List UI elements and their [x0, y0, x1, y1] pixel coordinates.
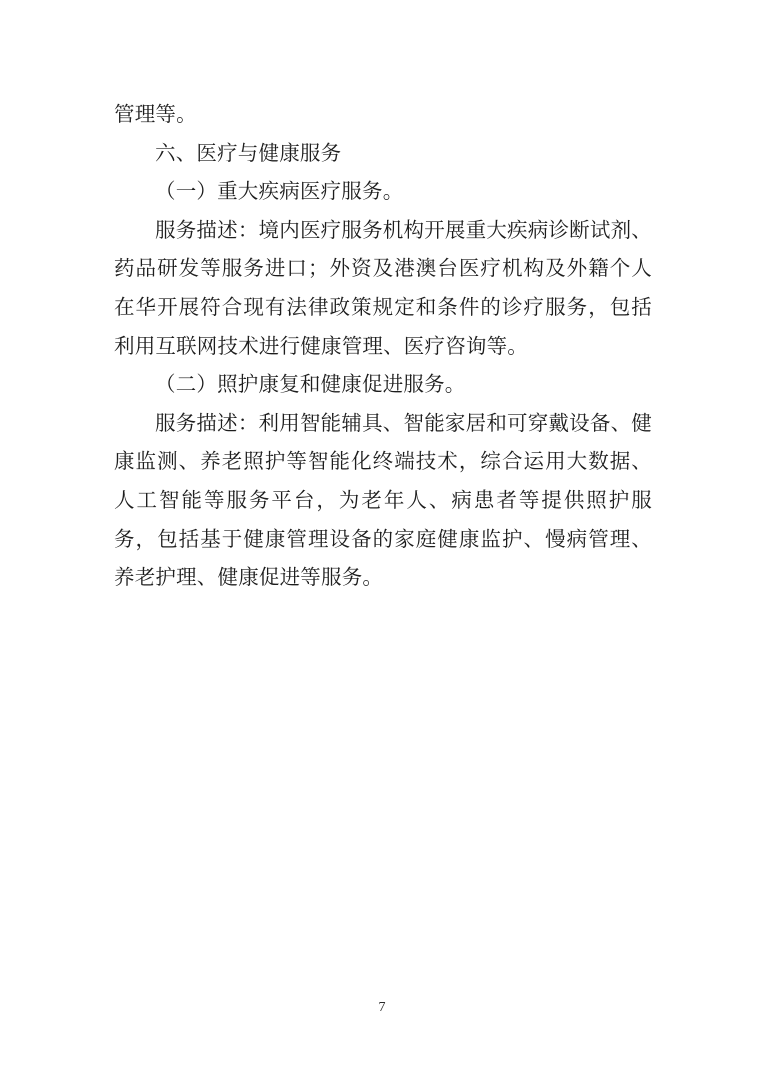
page-number: 7 — [378, 1000, 386, 1015]
body-paragraph-1: 服务描述：境内医疗服务机构开展重大疾病诊断试剂、药品研发等服务进口；外资及港澳台医疗机构及外籍个人在华开展符合现有法律政策规定和条件的诊疗服务，包括利用互联网技术进行健康管理、医疗咨询等。 — [114, 219, 652, 358]
document-content — [114, 96, 652, 598]
body-paragraph-2: 服务描述：利用智能辅具、智能家居和可穿戴设备、健康监测、养老照护等智能化终端技术，综合运用大数据、人工智能等服务平台，为老年人、病患者等提供照护服务，包括基于健康管理设备的家庭健康监护、慢病管理、养老护理、健康促进等服务。 — [114, 412, 652, 590]
section-heading: 六、医疗与健康服务 — [155, 141, 342, 165]
paragraph-continuation: 管理等。 — [114, 104, 197, 126]
subsection-heading-1: （一）重大疾病医疗服务。 — [155, 181, 404, 204]
subsection-heading-2: （二）照护康复和健康促进服务。 — [155, 374, 466, 397]
